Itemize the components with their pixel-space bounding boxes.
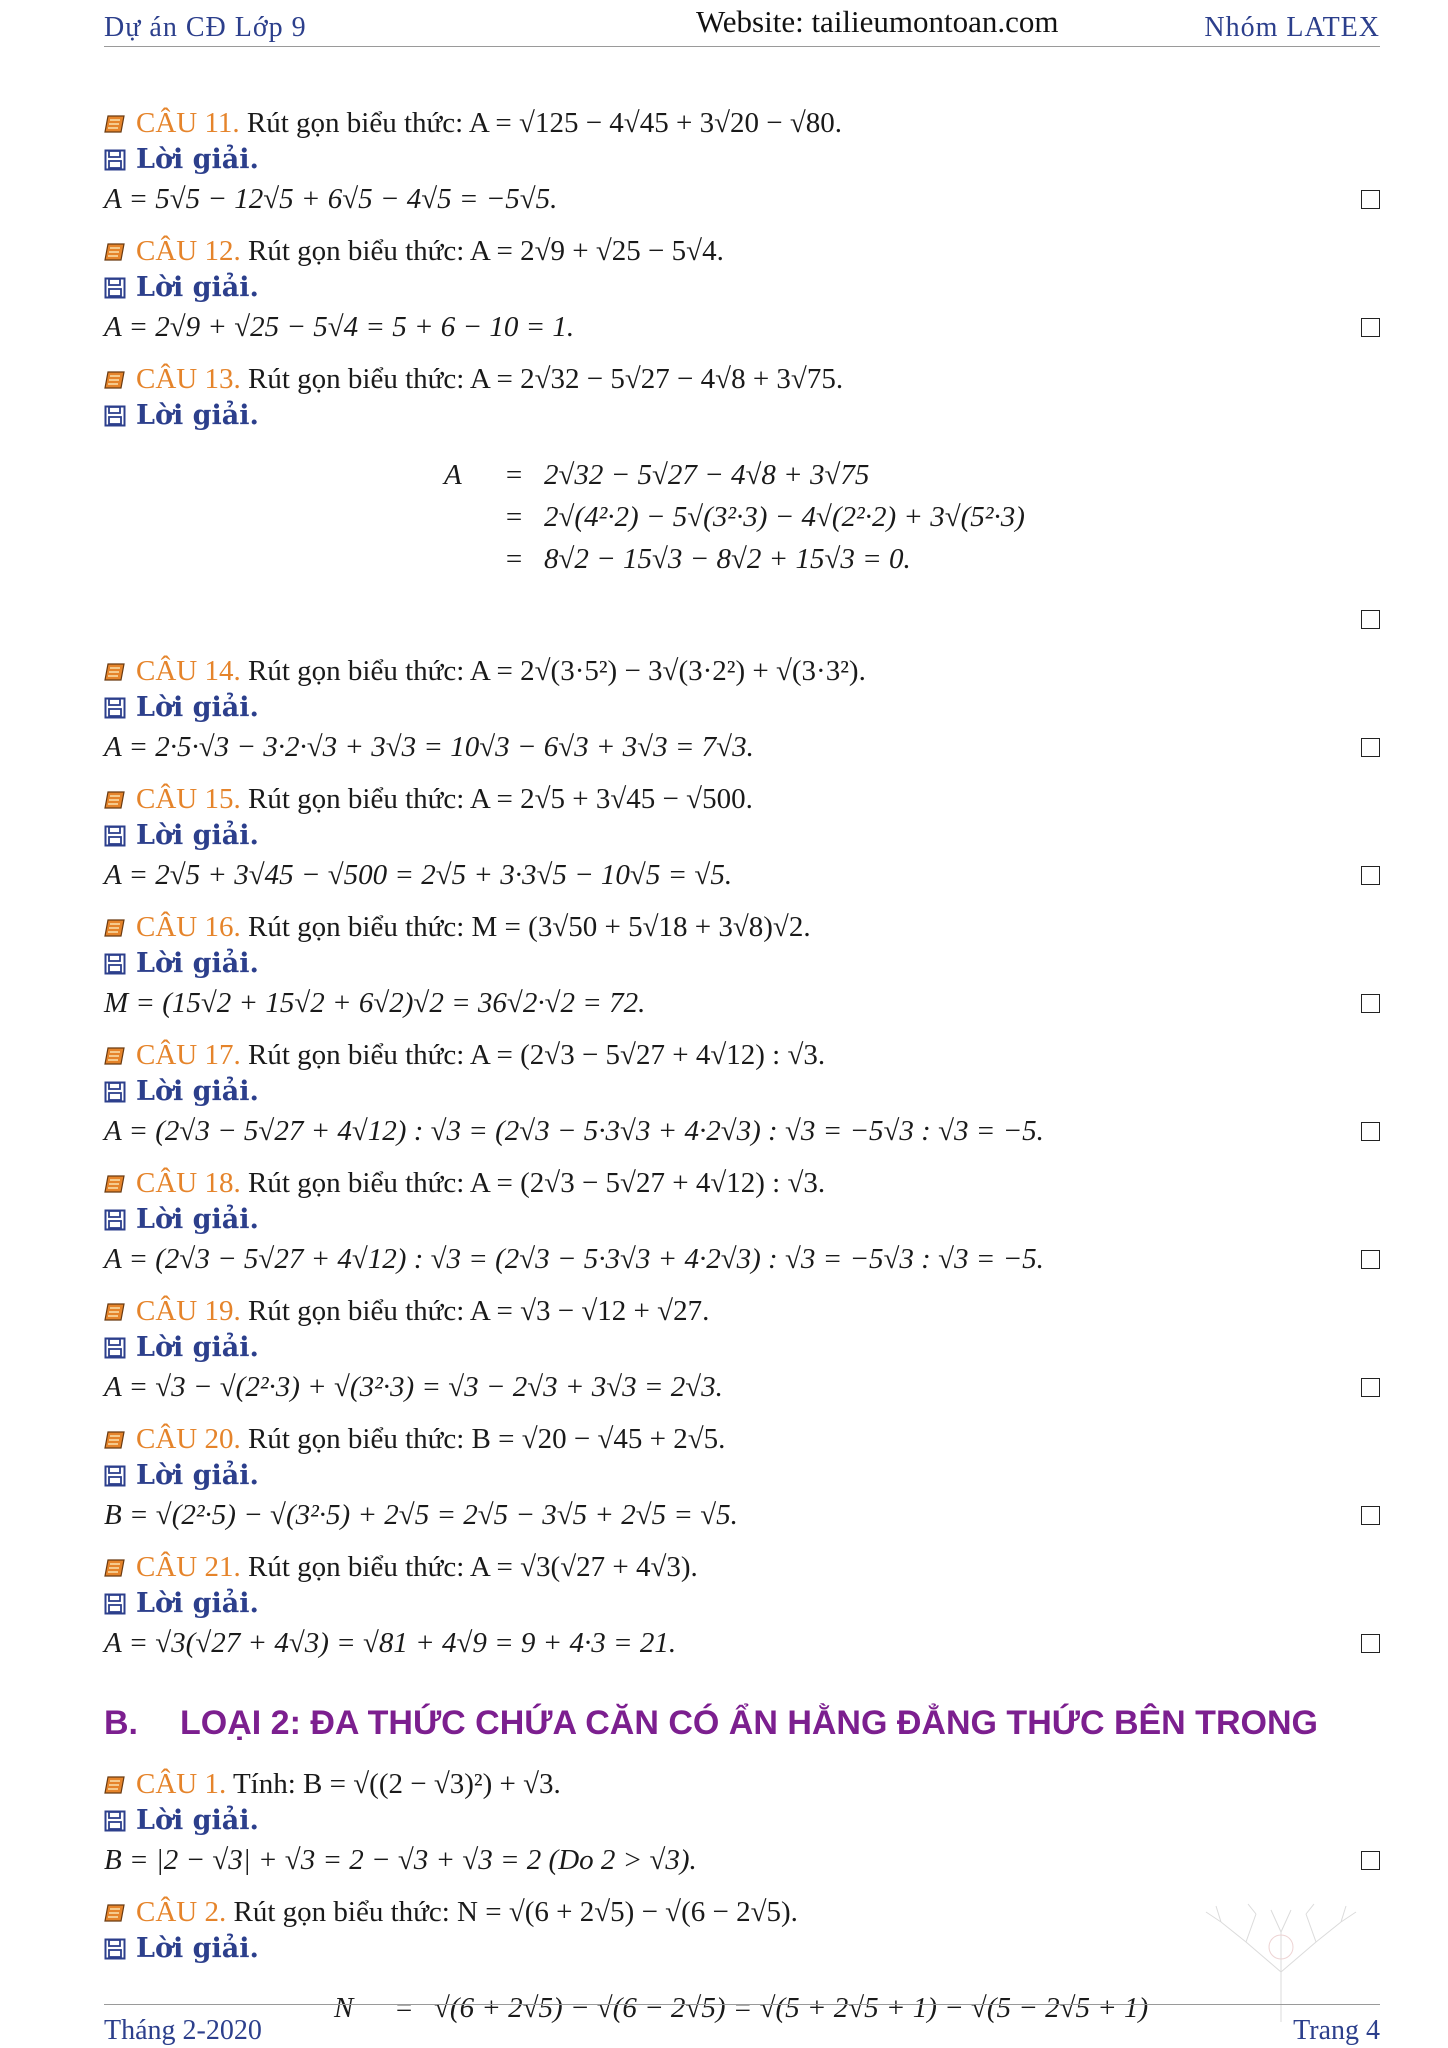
book-icon [104, 909, 126, 927]
book-icon [104, 1894, 126, 1912]
book-icon [104, 105, 126, 123]
question-item [104, 780, 1380, 896]
floppy-icon [104, 1205, 126, 1227]
question-label: CÂU 17. [136, 1039, 241, 1071]
question-prompt: Rút gọn biểu thức: A = √3 − √12 + √27. [247, 1295, 710, 1327]
question-label: CÂU 21. [136, 1551, 241, 1583]
question-label: CÂU 12. [136, 235, 241, 267]
question-item [104, 1292, 1380, 1408]
question-label: CÂU 19. [136, 1295, 241, 1327]
solution-label: Lời giải. [136, 400, 259, 431]
floppy-icon [104, 1461, 126, 1483]
question-item [104, 1420, 1380, 1536]
question-item [104, 1548, 1380, 1664]
solution-label: Lời giải. [136, 1588, 259, 1619]
footer-page-number: Trang 4 [1293, 2015, 1380, 2046]
qed-box [1361, 610, 1380, 629]
floppy-icon [104, 949, 126, 971]
solution-label: Lời giải. [136, 1076, 259, 1107]
page-content [104, 104, 1380, 2047]
question-label: CÂU 16. [136, 911, 241, 943]
solution-text: A = (2√3 − 5√27 + 4√12) : √3 = (2√3 − 5·3√3 + 4·2√3) : √3 = −5√3 : √3 = −5. [104, 1243, 1044, 1275]
question-item [104, 652, 1380, 768]
floppy-icon [104, 821, 126, 843]
equation-step: 8√2 − 15√3 − 8√2 + 15√3 = 0. [544, 543, 911, 575]
question-label: CÂU 15. [136, 783, 241, 815]
question-label: CÂU 14. [136, 655, 241, 687]
question-item [104, 232, 1380, 348]
solution-label: Lời giải. [136, 820, 259, 851]
question-prompt: Rút gọn biểu thức: M = (3√50 + 5√18 + 3√8)√2. [247, 911, 811, 943]
question-label: CÂU 11. [136, 107, 240, 139]
question-prompt: Rút gọn biểu thức: A = 2√(3·5²) − 3√(3·2²) + √(3·3²). [247, 655, 866, 687]
question-prompt: Rút gọn biểu thức: A = (2√3 − 5√27 + 4√12) : √3. [247, 1167, 826, 1199]
floppy-icon [104, 145, 126, 167]
question-item [104, 1765, 1380, 1881]
solution-text: A = (2√3 − 5√27 + 4√12) : √3 = (2√3 − 5·3√3 + 4·2√3) : √3 = −5√3 : √3 = −5. [104, 1115, 1044, 1147]
question-prompt: Rút gọn biểu thức: A = √125 − 4√45 + 3√20 − √80. [246, 107, 843, 139]
question-prompt: Rút gọn biểu thức: N = √(6 + 2√5) − √(6 − 2√5). [233, 1896, 798, 1928]
display-equation: N = √(6 + 2√5) − √(6 − 2√5) = √(5 + 2√5 + 1) − √(5 − 2√5 + 1) [334, 1987, 1380, 2029]
question-label: CÂU 2. [136, 1896, 227, 1928]
question-item [104, 104, 1380, 220]
equation-lhs: A [444, 459, 462, 491]
qed-box [1361, 738, 1380, 757]
qed-box [1361, 866, 1380, 885]
question-label: CÂU 18. [136, 1167, 241, 1199]
book-icon [104, 1037, 126, 1055]
solution-label: Lời giải. [136, 1805, 259, 1836]
question-prompt: Rút gọn biểu thức: A = 2√32 − 5√27 − 4√8 + 3√75. [247, 363, 844, 395]
book-icon [104, 1165, 126, 1183]
book-icon [104, 1766, 126, 1784]
book-icon [104, 233, 126, 251]
book-icon [104, 781, 126, 799]
solution-text: M = (15√2 + 15√2 + 6√2)√2 = 36√2·√2 = 72. [104, 987, 646, 1019]
equation-step: 2√32 − 5√27 − 4√8 + 3√75 [544, 459, 870, 491]
floppy-icon [104, 1806, 126, 1828]
floppy-icon [104, 1589, 126, 1611]
solution-text: B = |2 − √3| + √3 = 2 − √3 + √3 = 2 (Do 2 > √3). [104, 1844, 697, 1876]
equation-step: √(6 + 2√5) − √(6 − 2√5) = √(5 + 2√5 + 1) − √(5 − 2√5 + 1) [434, 1992, 1149, 2024]
qed-box [1361, 1634, 1380, 1653]
solution-label: Lời giải. [136, 144, 259, 175]
question-label: CÂU 1. [136, 1768, 227, 1800]
question-prompt: Rút gọn biểu thức: A = √3(√27 + 4√3). [247, 1551, 698, 1583]
page-footer [104, 2004, 1380, 2045]
floppy-icon [104, 1333, 126, 1355]
solution-label: Lời giải. [136, 1933, 259, 1964]
section-title: LOẠI 2: ĐA THỨC CHỨA CĂN CÓ ẨN HẰNG ĐẲNG THỨC BÊN TRONG [180, 1704, 1318, 1742]
solution-text: A = 5√5 − 12√5 + 6√5 − 4√5 = −5√5. [104, 183, 558, 215]
qed-box [1361, 1851, 1380, 1870]
header-group: Nhóm LATEX [1204, 12, 1380, 43]
section-heading [104, 1704, 1380, 1743]
floppy-icon [104, 1934, 126, 1956]
solution-text: A = 2√5 + 3√45 − √500 = 2√5 + 3·3√5 − 10√5 = √5. [104, 859, 733, 891]
question-item [104, 1036, 1380, 1152]
solution-text: B = √(2²·5) − √(3²·5) + 2√5 = 2√5 − 3√5 + 2√5 = √5. [104, 1499, 738, 1531]
question-prompt: Rút gọn biểu thức: A = 2√5 + 3√45 − √500. [247, 783, 753, 815]
question-item [104, 908, 1380, 1024]
question-prompt: Rút gọn biểu thức: A = 2√9 + √25 − 5√4. [247, 235, 724, 267]
solution-label: Lời giải. [136, 272, 259, 303]
book-icon [104, 1421, 126, 1439]
solution-label: Lời giải. [136, 692, 259, 723]
section-number: B. [104, 1704, 138, 1742]
qed-box [1361, 190, 1380, 209]
question-label: CÂU 13. [136, 363, 241, 395]
qed-box [1361, 994, 1380, 1013]
solution-text: A = √3 − √(2²·3) + √(3²·3) = √3 − 2√3 + 3√3 = 2√3. [104, 1371, 723, 1403]
question-prompt: Tính: B = √((2 − √3)²) + √3. [232, 1768, 561, 1800]
question-prompt: Rút gọn biểu thức: A = (2√3 − 5√27 + 4√12) : √3. [247, 1039, 826, 1071]
floppy-icon [104, 693, 126, 715]
question-prompt: Rút gọn biểu thức: B = √20 − √45 + 2√5. [247, 1423, 726, 1455]
floppy-icon [104, 1077, 126, 1099]
book-icon [104, 1549, 126, 1567]
footer-date: Tháng 2-2020 [104, 2015, 262, 2046]
solution-text: A = √3(√27 + 4√3) = √81 + 4√9 = 9 + 4·3 = 21. [104, 1627, 677, 1659]
question-label: CÂU 20. [136, 1423, 241, 1455]
book-icon [104, 361, 126, 379]
qed-box [1361, 318, 1380, 337]
page-header [104, 4, 1380, 47]
display-equation: A = 2√32 − 5√27 − 4√8 + 3√75 = 2√(4²·2) − 5√(3²·3) − 4√(2²·2) + 3√(5²·3) = 8√2 − 15√3 − 8√2 + 15√3 = 0. [444, 454, 1380, 580]
solution-label: Lời giải. [136, 948, 259, 979]
qed-box [1361, 1506, 1380, 1525]
solution-label: Lời giải. [136, 1460, 259, 1491]
qed-box [1361, 1122, 1380, 1141]
qed-box [1361, 1378, 1380, 1397]
book-icon [104, 1293, 126, 1311]
equation-step: 2√(4²·2) − 5√(3²·3) − 4√(2²·2) + 3√(5²·3) [544, 501, 1025, 533]
book-icon [104, 653, 126, 671]
floppy-icon [104, 273, 126, 295]
header-website[interactable]: Website: tailieumontoan.com [696, 4, 1059, 39]
equation-lhs: N [334, 1992, 354, 2024]
floppy-icon [104, 401, 126, 423]
question-item [104, 360, 1380, 640]
header-project: Dự án CĐ Lớp 9 [104, 12, 307, 43]
solution-label: Lời giải. [136, 1204, 259, 1235]
solution-text: A = 2√9 + √25 − 5√4 = 5 + 6 − 10 = 1. [104, 311, 575, 343]
solution-label: Lời giải. [136, 1332, 259, 1363]
question-item [104, 1164, 1380, 1280]
solution-text: A = 2·5·√3 − 3·2·√3 + 3√3 = 10√3 − 6√3 + 3√3 = 7√3. [104, 731, 754, 763]
qed-box [1361, 1250, 1380, 1269]
